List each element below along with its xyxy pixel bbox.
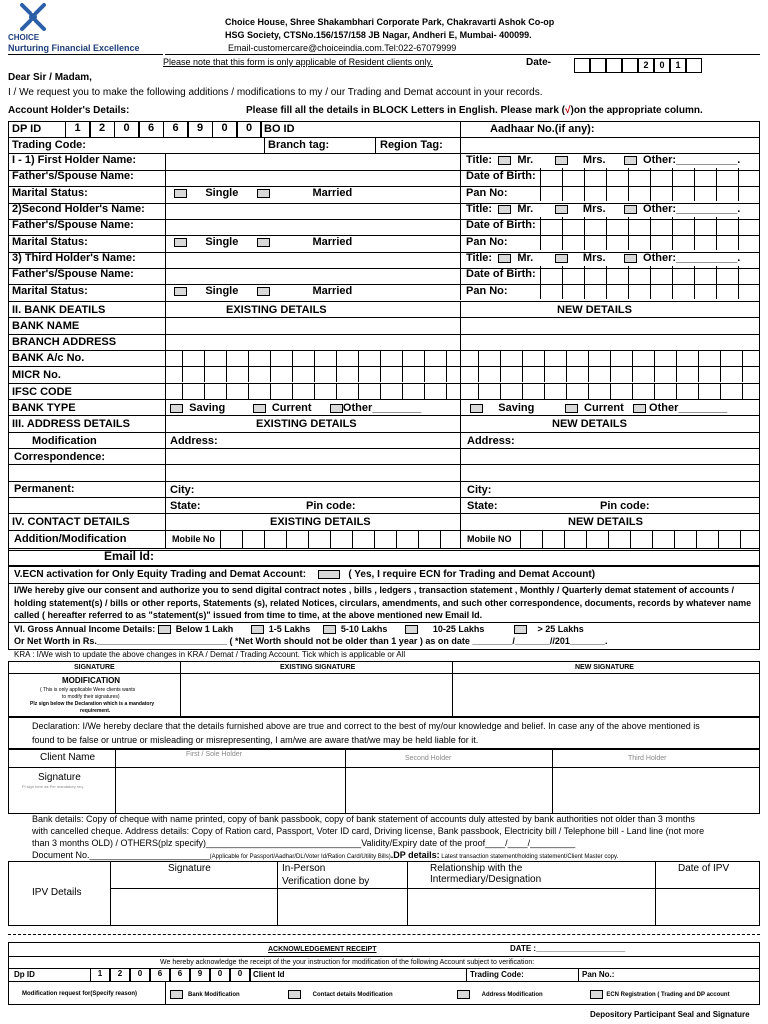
date-digit-box[interactable] (574, 58, 590, 73)
income-line[interactable]: VI. Gross Annual Income Details: Below 1 Lakh 1-5 Lakhs 5-10 Lakhs 10-25 Lakhs > 25 Lakhs (14, 624, 584, 634)
dp-id-digit: 2 (90, 121, 115, 137)
ipv-signature: Signature (168, 863, 211, 874)
mobile-label-new: Mobile NO (467, 534, 512, 544)
state-label-existing: State: (170, 500, 201, 512)
ack-trading-code: Trading Code: (470, 970, 524, 979)
single-checkbox[interactable] (174, 287, 187, 296)
date-digit-box[interactable] (622, 58, 638, 73)
bank-existing-heading: EXISTING DETAILS (226, 304, 327, 316)
mrs-checkbox[interactable] (555, 156, 568, 165)
ecn-consent-3: called ( hereafter referred to as "statement(s)" issued from time to time, at the above mentioned new Email Id. (14, 610, 483, 620)
address-modification: Modification (32, 435, 97, 447)
ipv-inperson-2: Verification done by (282, 876, 370, 887)
pan-label: Pan No: (466, 236, 508, 248)
date-digit-box[interactable] (606, 58, 622, 73)
date-of-birth-label: Date of Birth: (466, 219, 536, 231)
new-signature-heading: NEW SIGNATURE (575, 664, 634, 671)
contact-new-heading: NEW DETAILS (568, 516, 643, 528)
bank-row-label: BRANCH ADDRESS (12, 336, 117, 348)
marital-options[interactable]: Single Married (174, 188, 352, 199)
bo-id-label: BO ID (264, 123, 295, 135)
mobile-label-existing: Mobile No (172, 534, 215, 544)
title-options[interactable]: Title: Mr. Mrs. Other:__________. (466, 154, 741, 166)
date-label: Date- (526, 57, 552, 68)
other-checkbox-new[interactable] (633, 404, 646, 413)
below-1-lakh-checkbox[interactable] (158, 625, 171, 634)
ack-seal: Depository Participant Seal and Signature (590, 1010, 750, 1019)
city-label-new: City: (467, 484, 492, 496)
second-holder-label: Second Holder (405, 755, 452, 762)
request-line: I / We request you to make the following additions / modifications to my / our Trading and Demat account in your records. (8, 87, 543, 98)
married-checkbox[interactable] (257, 287, 270, 296)
docs-line-4: Document No.________________________(Applicable for Passport/Aadhar/DL/Voter Id/Ration Card/Utility Bills).DP details: Latest transaction statement/holding statement/Client Master copy. (32, 850, 619, 860)
address-permanent: Permanent: (14, 483, 75, 495)
signature-label: Signature (38, 772, 81, 783)
first-holder-label: First / Sole Holder (186, 751, 243, 758)
ack-dp-id-digit: 0 (210, 968, 230, 981)
ack-bank-mod-checkbox[interactable] (170, 990, 183, 999)
date-digit-box[interactable]: 2 (638, 58, 654, 73)
bank-row-label: MICR No. (12, 369, 61, 381)
ecn-checkbox[interactable] (318, 570, 340, 579)
branch-tag-label: Branch tag: (268, 139, 330, 151)
address-label-existing: Address: (170, 435, 218, 447)
signature-sub-note: Pl sign here as Per mandatory req. (22, 784, 84, 789)
ipv-inperson: In-Person (282, 863, 326, 874)
ack-dp-id-digit: 6 (150, 968, 170, 981)
dp-id-digit: 9 (188, 121, 213, 137)
gt-25-lakhs-checkbox[interactable] (514, 625, 527, 634)
mrs-checkbox[interactable] (555, 254, 568, 263)
choice-logo-icon (18, 2, 48, 32)
address-heading: III. ADDRESS DETAILS (12, 418, 130, 430)
bank-row-label: BANK NAME (12, 320, 80, 332)
contact-heading: IV. CONTACT DETAILS (12, 516, 130, 528)
ack-dp-id-digit: 0 (130, 968, 150, 981)
existing-signature-heading: EXISTING SIGNATURE (280, 664, 356, 671)
bank-row-label: BANK TYPE (12, 402, 76, 414)
client-name-label: Client Name (40, 752, 96, 763)
ack-address-mod[interactable]: Address Modification (457, 990, 543, 999)
holder-name-label: 3) Third Holder's Name: (12, 252, 136, 264)
address-label-new: Address: (467, 435, 515, 447)
current-checkbox-new[interactable] (565, 404, 578, 413)
ack-pan: Pan No.: (582, 970, 615, 979)
date-of-birth-label: Date of Birth: (466, 268, 536, 280)
date-digit-box[interactable] (590, 58, 606, 73)
other-title-checkbox[interactable] (624, 205, 637, 214)
date-digit-box[interactable]: 0 (654, 58, 670, 73)
married-checkbox[interactable] (257, 189, 270, 198)
ack-dp-id-digit: 2 (110, 968, 130, 981)
kra-line: KRA : I/We wish to update the above changes in KRA / Demat / Trading Account. Tick which is applicable or All (14, 650, 406, 659)
ipv-label: IPV Details (32, 887, 82, 898)
declaration-line-2: found to be false or untrue or misleading or misrepresenting, I am/we are aware that/we may be held liable for it. (32, 735, 479, 745)
dp-id-digit: 6 (139, 121, 164, 137)
date-digit-box[interactable] (686, 58, 702, 73)
contact-addition: Addition/Modification (14, 533, 127, 545)
contact-existing-heading: EXISTING DETAILS (270, 516, 371, 528)
address-correspondence: Correspondence: (14, 451, 106, 463)
ack-date: DATE :____________________ (510, 944, 626, 953)
docs-line-2: with cancelled cheque. Address details: Copy of Ration card, Passport, Voter ID card, Driving license, Bank passbook, Electricity bill / Telephone bill - Land line (not more (32, 826, 705, 836)
10-25-lakhs-checkbox[interactable] (405, 625, 418, 634)
company-contact: Email-customercare@choiceindia.com.Tel:022-67079999 (228, 43, 457, 53)
marital-status-label: Marital Status: (12, 285, 88, 297)
ecn-option[interactable]: ( Yes, I require ECN for Trading and Demat Account) (318, 570, 595, 580)
bank-new-heading: NEW DETAILS (557, 304, 632, 316)
single-checkbox[interactable] (174, 189, 187, 198)
signature-note-1: ( This is only applicable Were clients wants (40, 687, 136, 693)
bank-row-label: BANK A/c No. (12, 352, 85, 364)
account-holder-label: Account Holder's Details: (8, 105, 130, 116)
city-label-existing: City: (170, 484, 195, 496)
title-options[interactable]: Title: Mr. Mrs. Other:__________. (466, 252, 741, 264)
other-title-checkbox[interactable] (624, 254, 637, 263)
pan-label: Pan No: (466, 285, 508, 297)
father-spouse-label: Father's/Spouse Name: (12, 268, 134, 280)
saving-checkbox-new[interactable] (470, 404, 483, 413)
pin-label-new: Pin code: (600, 500, 650, 512)
ack-dp-id-digit: 9 (190, 968, 210, 981)
ack-dp-id: Dp ID (14, 970, 35, 979)
ack-ecn-checkbox[interactable] (590, 990, 603, 999)
declaration-line-1: Declaration: I/We hereby declare that the details furnished above are true and correct to the best of my/our knowledge and belief. In case any of the above mentioned is (32, 721, 700, 731)
address-existing-heading: EXISTING DETAILS (256, 418, 357, 430)
bank-type-existing[interactable]: Saving Current Other________ (170, 403, 421, 414)
ack-dp-id-digit: 6 (170, 968, 190, 981)
ack-bank-mod[interactable]: Bank Modification (170, 990, 240, 999)
dp-id-digit: 6 (163, 121, 188, 137)
modification-label: MODIFICATION (62, 676, 121, 685)
ipv-date: Date of IPV (678, 863, 730, 874)
title-options[interactable]: Title: Mr. Mrs. Other:__________. (466, 203, 741, 215)
email-label: Email Id: (104, 549, 155, 563)
marital-options[interactable]: Single Married (174, 286, 352, 297)
aadhaar-label: Aadhaar No.(if any): (490, 123, 595, 135)
networth-line[interactable]: Or Net Worth in Rs.__________________________ ( *Net Worth should not be older than 1 year ) as on date ________/_______//201_______. (14, 636, 608, 646)
company-address-line1: Choice House, Shree Shakambhari Corporate Park, Chakravarti Ashok Co-op (225, 17, 555, 27)
current-checkbox[interactable] (253, 404, 266, 413)
address-new-heading: NEW DETAILS (552, 418, 627, 430)
saving-checkbox[interactable] (170, 404, 183, 413)
pin-label-existing: Pin code: (306, 500, 356, 512)
ack-title: ACKNOWLEDGEMENT RECEIPT (268, 946, 377, 953)
resident-note: Please note that this form is only applicable of Resident clients only. (163, 57, 433, 67)
instruction-line: Please fill all the details in BLOCK Letters in English. Please mark (√)on the appropriate column. (246, 105, 703, 116)
bank-type-new[interactable]: Saving Current Other________ (470, 403, 727, 414)
mr-checkbox[interactable] (498, 205, 511, 214)
third-holder-label: Third Holder (628, 755, 667, 762)
married-checkbox[interactable] (257, 238, 270, 247)
mr-checkbox[interactable] (498, 254, 511, 263)
ack-dp-id-digit: 0 (230, 968, 250, 981)
5-10-lakhs-checkbox[interactable] (323, 625, 336, 634)
marital-status-label: Marital Status: (12, 236, 88, 248)
ack-dp-id-digit: 1 (90, 968, 110, 981)
bank-heading: II. BANK DEATILS (12, 304, 106, 316)
date-of-birth-label: Date of Birth: (466, 170, 536, 182)
ipv-relationship: Relationship with the (430, 863, 523, 874)
ack-ecn-reg[interactable]: ECN Registration ( Trading and DP account (590, 990, 730, 999)
ecn-consent-1: I/We hereby give our consent and authorize you to send digital contract notes , bills , ledgers , transaction statement , Monthly / Quarterly demat statement of accounts / (14, 585, 734, 595)
state-label-new: State: (467, 500, 498, 512)
company-address-line2: HSG Society, CTSNo.156/157/158 JB Nagar, Andheri E, Mumbai- 400099. (225, 30, 532, 40)
father-spouse-label: Father's/Spouse Name: (12, 170, 134, 182)
mr-checkbox[interactable] (498, 156, 511, 165)
marital-options[interactable]: Single Married (174, 237, 352, 248)
trading-code-label: Trading Code: (12, 139, 86, 151)
signature-heading: SIGNATURE (74, 664, 115, 671)
docs-line-1: Bank details: Copy of cheque with name printed, copy of bank passbook, copy of bank statement of accounts duly attested by bank authorities not older than 3 months (32, 814, 695, 824)
single-checkbox[interactable] (174, 238, 187, 247)
pan-label: Pan No: (466, 187, 508, 199)
mrs-checkbox[interactable] (555, 205, 568, 214)
ack-client-id: Client Id (253, 970, 285, 979)
logo-name: CHOICE (8, 33, 40, 42)
dp-id-digit: 0 (114, 121, 139, 137)
ipv-relationship-2: Intermediary/Designation (430, 874, 542, 885)
dp-id-digit: 1 (65, 121, 90, 137)
other-title-checkbox[interactable] (624, 156, 637, 165)
ecn-consent-2: holding statement(s) / bills or other reports, Statements (s), related Notices, circulars, amendments, and such other correspondence, documents, records by whatever name (14, 598, 752, 608)
region-tag-label: Region Tag: (380, 139, 443, 151)
bank-row-label: IFSC CODE (12, 386, 72, 398)
dp-id-label: DP ID (12, 123, 42, 135)
signature-note-3: Plz sign below the Declaration which is a mandatory (30, 701, 155, 707)
ack-address-mod-checkbox[interactable] (457, 990, 470, 999)
signature-note-2: to modify their signatures) (62, 694, 120, 700)
holder-name-label: 2)Second Holder's Name: (12, 203, 145, 215)
ack-contact-mod[interactable]: Contact details Modification (288, 990, 393, 999)
dp-id-digit: 0 (237, 121, 262, 137)
holder-name-label: I - 1) First Holder Name: (12, 154, 137, 166)
ecn-label: V.ECN activation for Only Equity Trading and Demat Account: (14, 569, 307, 580)
date-digit-box[interactable]: 1 (670, 58, 686, 73)
tagline: Nurturing Financial Excellence (8, 43, 140, 53)
ack-contact-mod-checkbox[interactable] (288, 990, 301, 999)
marital-status-label: Marital Status: (12, 187, 88, 199)
docs-line-3: than 3 months OLD) / OTHERS(plz specify)_______________________________Validity/Expiry date of the proof____/____/_________ (32, 838, 576, 848)
signature-note-4: requirement. (80, 708, 111, 714)
father-spouse-label: Father's/Spouse Name: (12, 219, 134, 231)
1-5-lakhs-checkbox[interactable] (251, 625, 264, 634)
other-checkbox[interactable] (330, 404, 343, 413)
dp-id-digit: 0 (212, 121, 237, 137)
salutation: Dear Sir / Madam, (8, 72, 92, 83)
ack-mod-request: Modification request for(Specify reason) (22, 991, 138, 997)
ack-text: We hereby acknowledge the receipt of the your instruction for modification of the following Account subject to verification: (160, 959, 535, 966)
